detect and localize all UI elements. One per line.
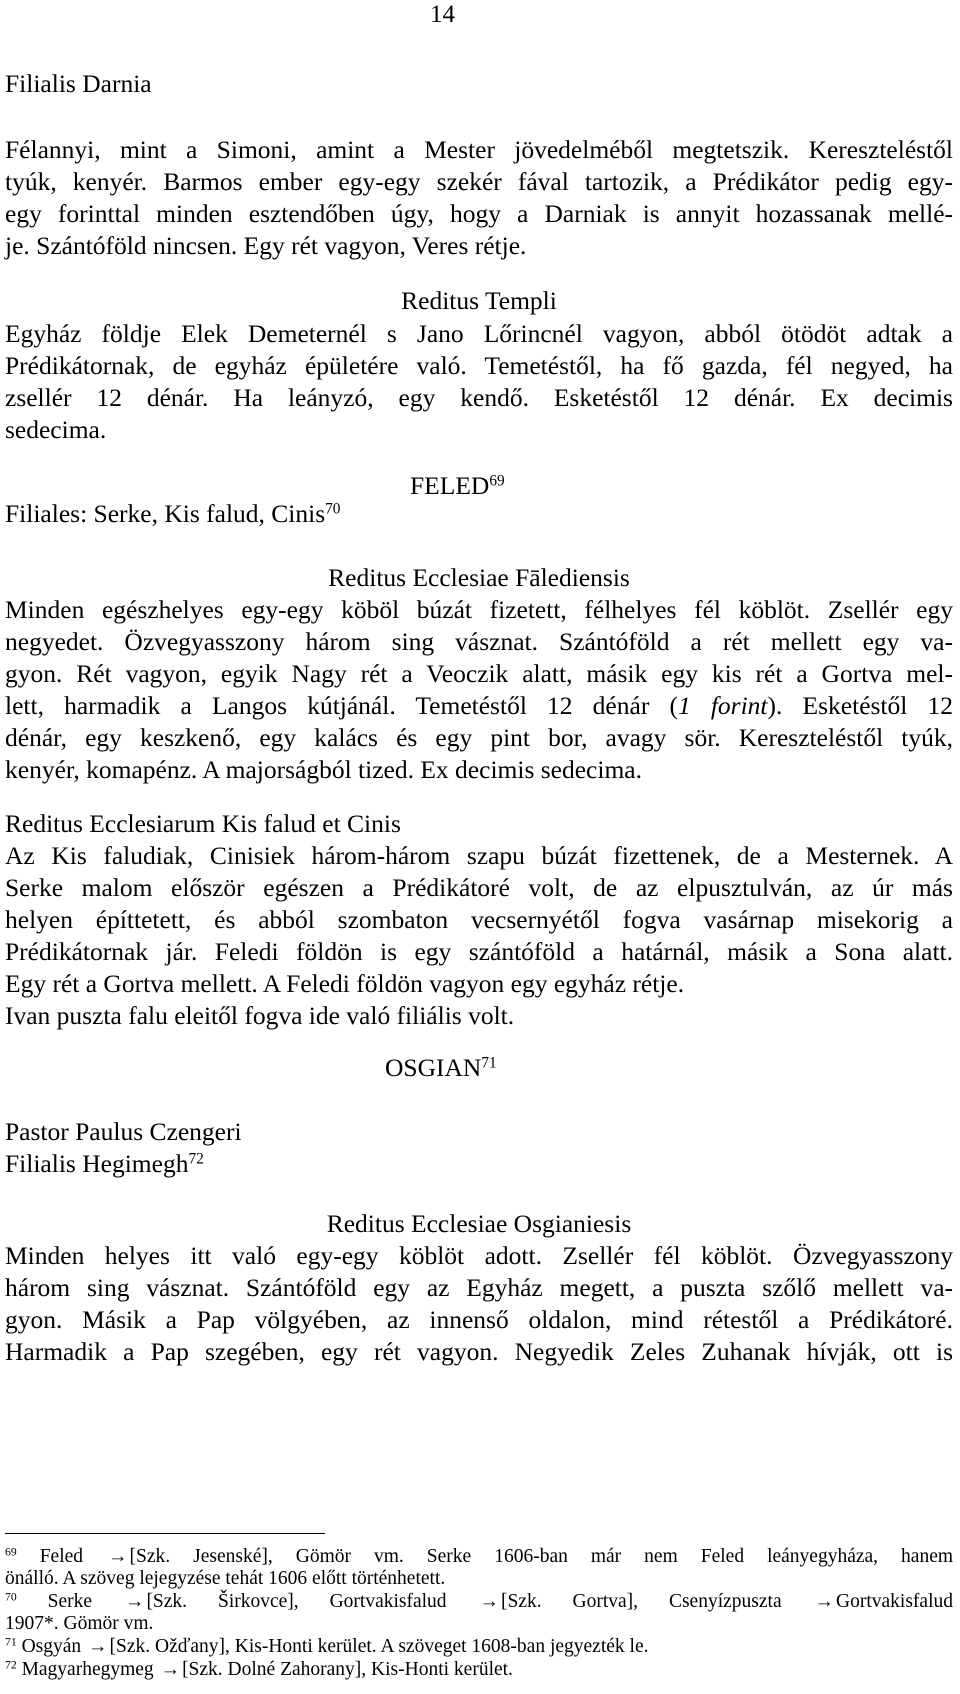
text-line: Prédikátornak, de egyház épületére való. Temetéstől, ha fő gazda, fél negyed, ha [5,351,953,380]
arrow-right-icon: → [108,1546,128,1567]
page-number: 14 [430,1,455,28]
text-line: egy forinttal minden esztendőben úgy, hogy a Darniak is annyit hozassanak mellé- [5,199,953,228]
pastor-line: Pastor Paulus Czengeri [5,1117,242,1146]
section-title-darnia: Filialis Darnia [5,69,152,98]
heading-reditus-templi: Reditus Templi [401,286,557,315]
arrow-right-icon: → [88,1636,108,1657]
text-line: je. Szántóföld nincsen. Egy rét vagyon, Veres rétje. [5,231,527,260]
filiales-line: Filiales: Serke, Kis falud, Cinis$^{70}$ [5,499,341,528]
text-line: lett, harmadik a Langos kútjánál. Temetéstől 12 dénár (1 forint). Esketéstől 12 [5,691,953,720]
text-line: Minden helyes itt való egy-egy köblöt adott. Zsellér fél köblöt. Özvegyasszony [5,1241,953,1270]
arrow-right-icon: → [160,1659,181,1680]
text-line: Ivan puszta falu eleitől fogva ide való filiális volt. [5,1001,515,1030]
text-line: Harmadik a Pap szegében, egy rét vagyon. Negyedik Zeles Zuhanak hívják, ott is [5,1337,953,1366]
heading-reditus-kisfalud: Reditus Ecclesiarum Kis falud et Cinis [5,809,401,838]
text-line: negyedet. Özvegyasszony három sing vásznat. Szántóföld a rét mellett egy va- [5,627,953,656]
footnote-70: $^{70}$ Serke → [Szk. Širkovce], Gortvakisfalud → [Szk. Gortva], Csenyízpuszta → Gortvakisfalud [5,1590,954,1612]
text-line: kenyér, komapénz. A majorságból tized. Ex decimis sedecima. [5,755,642,784]
text-line: Félannyi, mint a Simoni, amint a Mester jövedelméből megtetszik. Kereszteléstől [5,135,953,164]
text-line: tyúk, kenyér. Barmos ember egy-egy szekér fával tartozik, a Prédikátor pedig egy- [5,167,953,196]
text-line: zsellér 12 dénár. Ha leányzó, egy kendő. Esketéstől 12 dénár. Ex decimis [5,383,953,412]
arrow-right-icon: → [814,1591,835,1612]
footnote-69-cont: önálló. A szöveg lejegyzése tehát 1606 előtt történhetett. [5,1568,446,1589]
heading-osgian: OSGIAN$^{71}$ [385,1053,497,1082]
text-line: dénár, egy keszkenő, egy kalács és egy pint bor, avagy sör. Kereszteléstől tyúk, [5,723,953,752]
footnote-69: $^{69}$ Feled → [Szk. Jesenské], Gömör vm. Serke 1606-ban már nem Feled leányegyháza, hanem [5,1545,954,1567]
text-line: gyon. Rét vagyon, egyik Nagy rét a Veoczik alatt, másik egy kis rét a Gortva mel- [5,659,953,688]
footnote-70-cont: 1907*. Gömör vm. [5,1613,154,1634]
filialis-hegimegh: Filialis Hegimegh$^{72}$ [5,1149,204,1178]
text-line: Serke malom először egészen a Prédikátoré volt, de az elpusztulván, az úr más [5,873,953,902]
footnote-ref: 69 [489,472,505,490]
text-line: Az Kis faludiak, Cinisiek három-három szapu búzát fizettenek, de a Mesternek. A [5,841,953,870]
arrow-right-icon: → [124,1591,145,1612]
text-line: Egyház földje Elek Demeternél s Jano Lőrincnél vagyon, abból ötödöt adtak a [5,319,953,348]
text-line: Prédikátornak jár. Feledi földön is egy szántóföld a határnál, másik a Sona alatt. [5,937,953,966]
heading-feled: FELED$^{69}$ [410,471,505,500]
heading-reditus-osgianiesis: Reditus Ecclesiae Osgianiesis [326,1209,632,1238]
footnote-ref: 72 [188,1150,204,1168]
heading-reditus-ecclesiae-fele: Reditus Ecclesiae Fālediensis [328,563,630,592]
text-line: sedecima. [5,415,107,444]
text-line: Egy rét a Gortva mellett. A Feledi földön vagyon egy egyház rétje. [5,969,685,998]
text-line: gyon. Másik a Pap völgyében, az innenső oldalon, mind rétestől a Prédikátoré. [5,1305,953,1334]
footnote-divider [5,1533,325,1534]
text-line: Minden egészhelyes egy-egy köböl búzát fizetett, félhelyes fél köblöt. Zsellér egy [5,595,953,624]
text-line: helyen építtetett, és abból szombaton vecsernyétől fogva vasárnap misekorig a [5,905,953,934]
footnote-71: $^{71}$ Osgyán → [Szk. Ožďany], Kis-Honti kerület. A szöveget 1608-ban jegyezték le. [5,1635,649,1657]
arrow-right-icon: → [479,1591,499,1612]
footnote-ref: 71 [481,1054,497,1072]
footnote-72: $^{72}$ Magyarhegymeg → [Szk. Dolné Zahorany], Kis-Honti kerület. [5,1658,513,1680]
footnote-ref: 70 [325,500,341,518]
text-line: három sing vásznat. Szántóföld egy az Egyház megett, a puszta szőlő mellett va- [5,1273,953,1302]
